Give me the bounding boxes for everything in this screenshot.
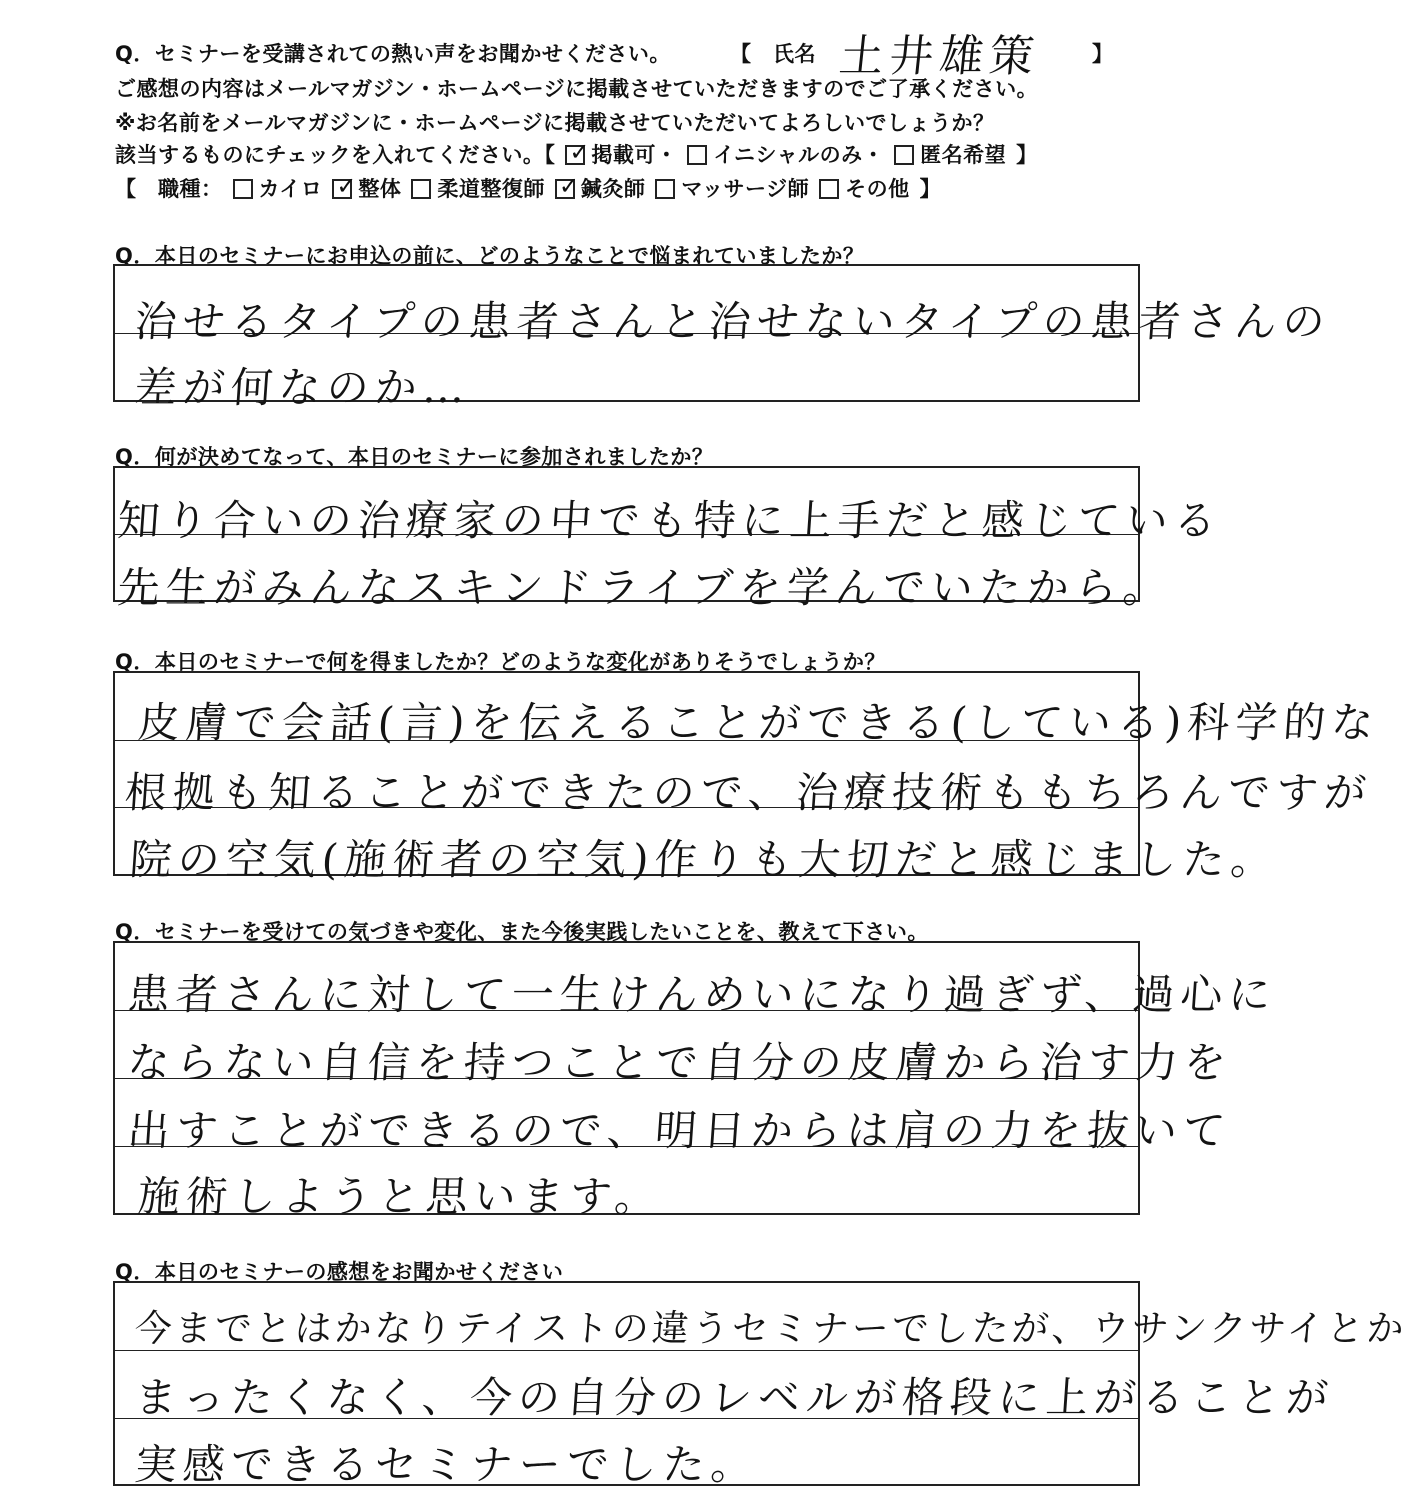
- publication-notice: ご感想の内容はメールマガジン・ホームページに掲載させていただきますのでご了承ください。: [115, 77, 1039, 101]
- check-mark-icon: ✓: [558, 172, 580, 200]
- answer-3-line-1: 皮膚で会話(言)を伝えることができる(している)科学的な: [136, 698, 1382, 747]
- job-option-label: 柔道整復師: [437, 177, 545, 201]
- answer-2-line-1: 知り合いの治療家の中でも特に上手だと感じている: [116, 496, 1224, 545]
- job-option-label: カイロ: [258, 177, 323, 201]
- check-mark-icon: ✓: [336, 172, 357, 200]
- check-mark-icon: ✓: [569, 138, 590, 166]
- question-5-prompt: Q．本日のセミナーの感想をお聞かせください: [115, 1260, 564, 1284]
- answer-4-line-1: 患者さんに対して一生けんめいになり過ぎず、過心に: [126, 970, 1279, 1019]
- answer-5-line-1: 今までとはかなりテイストの違うセミナーでしたが、ウサンクサイとか: [133, 1307, 1409, 1350]
- answer-4-line-3: 出すことができるので、明日からは肩の力を抜いて: [126, 1106, 1233, 1155]
- job-option-label: その他: [845, 177, 910, 201]
- consent-checkbox-2[interactable]: [894, 145, 914, 165]
- answer-5-line-2: まったくなく、今の自分のレベルが格段に上がることが: [133, 1373, 1336, 1422]
- job-checkbox-1[interactable]: [332, 172, 357, 200]
- answer-4-line-4: 施術しようと思います。: [136, 1172, 665, 1221]
- separator-dot: ・: [862, 143, 885, 167]
- job-bracket-close: 】: [919, 177, 942, 201]
- consent-option-label: イニシャルのみ: [713, 143, 863, 167]
- job-checkbox-3[interactable]: [555, 172, 580, 200]
- answer-1-line-1: 治せるタイプの患者さんと治せないタイプの患者さんの: [133, 297, 1333, 346]
- name-publication-question: ※お名前をメールマガジンに・ホームページに掲載させていただいてよろしいでしょうか？: [115, 111, 995, 135]
- job-option-label: 鍼灸師: [580, 177, 646, 201]
- answer-4-line-2: ならない自信を持つことで自分の皮膚から治す力を: [126, 1038, 1234, 1087]
- question-4-prompt: Q．セミナーを受けての気づきや変化、また今後実践したいことを、教えて下さい。: [115, 920, 929, 944]
- answer-3-line-3: 院の空気(施術者の空気)作りも大切だと感じました。: [128, 835, 1281, 884]
- job-checkbox-5[interactable]: [819, 179, 839, 199]
- job-checkbox-2[interactable]: [411, 179, 431, 199]
- job-label: 【 職種：: [115, 177, 223, 201]
- question-2-prompt: Q．何が決めてなって、本日のセミナーに参加されましたか？: [115, 445, 714, 469]
- job-option-label: マッサージ師: [681, 177, 810, 201]
- name-value: 土井雄策: [836, 31, 1043, 82]
- consent-row: [115, 139, 1038, 169]
- consent-checkbox-0[interactable]: [565, 138, 590, 166]
- question-3-prompt: Q．本日のセミナーで何を得ましたか？どのような変化がありそうでしょうか？: [115, 650, 886, 674]
- job-checkbox-4[interactable]: [655, 179, 675, 199]
- question-1-prompt: Q．本日のセミナーにお申込の前に、どのようなことで悩まれていましたか？: [115, 244, 865, 268]
- consent-options: [555, 138, 1007, 167]
- consent-option-label: 掲載可: [591, 143, 656, 167]
- answer-1-line-2: 差が何なのか…: [133, 363, 473, 412]
- job-option-label: 整体: [358, 177, 402, 201]
- answer-5-line-3: 実感できるセミナーでした。: [133, 1440, 761, 1489]
- name-label: 【 氏名: [730, 42, 816, 66]
- consent-bracket-close: 】: [1016, 143, 1038, 167]
- separator-dot: ・: [655, 143, 678, 167]
- job-checkbox-0[interactable]: [233, 179, 253, 199]
- consent-intro: 該当するものにチェックを入れてください。【: [115, 143, 556, 167]
- answer-2-line-2: 先生がみんなスキンドライブを学んでいたから。: [116, 563, 1173, 612]
- job-row: [115, 173, 941, 203]
- answer-3-line-2: 根拠も知ることができたので、治療技術ももちろんですが: [123, 768, 1374, 817]
- consent-option-label: 匿名希望: [920, 143, 1007, 167]
- consent-checkbox-1[interactable]: [687, 145, 707, 165]
- job-options: [223, 172, 910, 201]
- name-bracket-close: 】: [1092, 42, 1114, 66]
- intro-question: Q．セミナーを受講されての熱い声をお聞かせください。: [115, 42, 671, 66]
